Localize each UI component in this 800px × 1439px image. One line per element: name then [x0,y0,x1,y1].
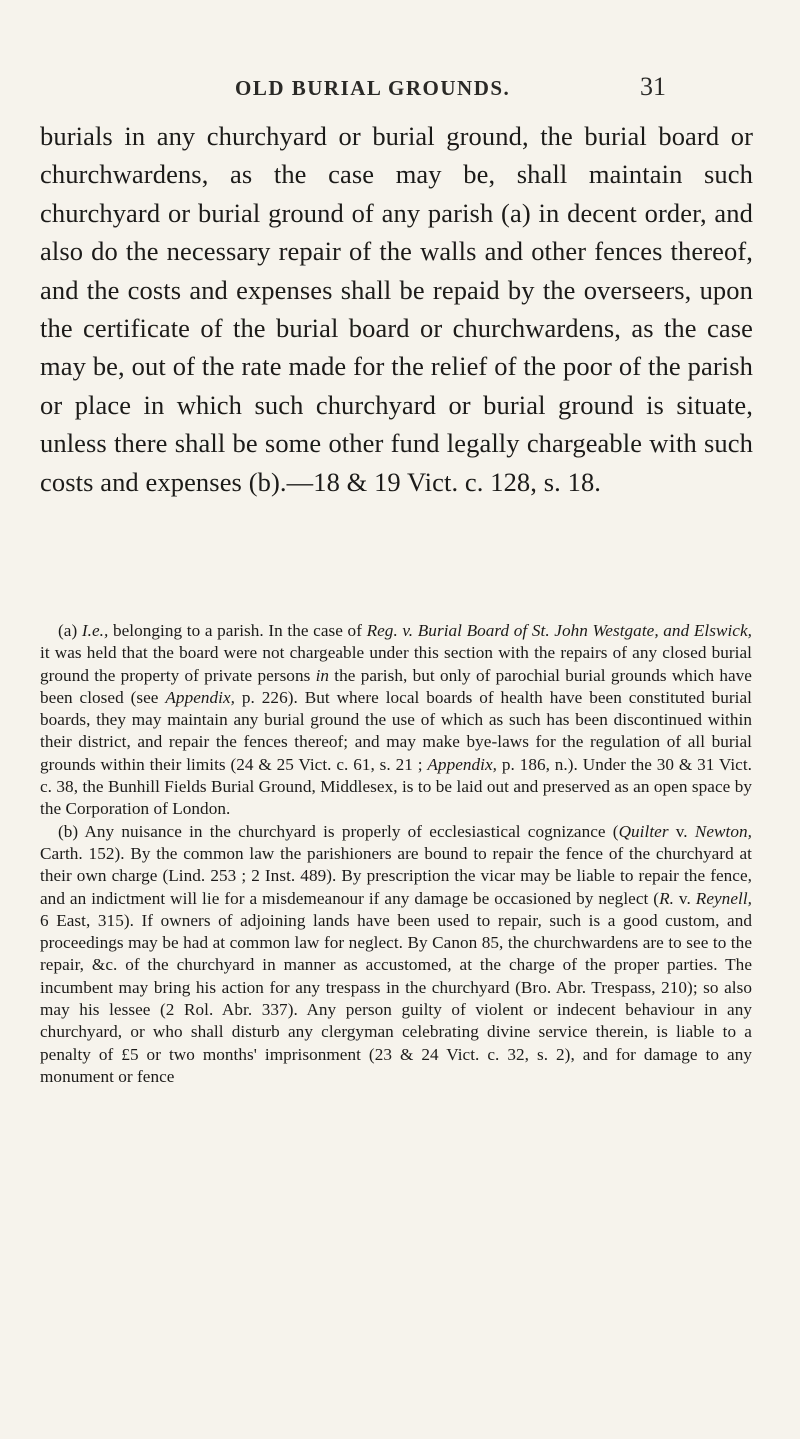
footnote-a-case-1: Reg. v. Burial Board of St. John Westgate, and Elswick, [366,621,752,640]
footnote-b-case-2: Newton, [694,821,753,841]
footnote-b-case-4: Reynell, [695,888,752,908]
page-number: 31 [640,72,666,101]
footnote-a-ie: I.e., [81,621,109,640]
footnote-b-text-3: Carth. 152). By the common law the parishioners are bound to repair the fence of the churchyard at their own charge (Lind. 253 ; 2 Inst. 489). By prescription the vicar may be liable to repair the fence, and an indictment will lie for a misdemeanour if any damage be occasioned by neglect ( [40,843,752,908]
footnote-a-text-1: belonging to a parish. In the case of [108,621,367,640]
footnote-a-marker: (a) [58,621,78,640]
footnotes [40,620,752,1088]
footnote-b-case-3: R. [659,888,674,908]
footnote-a-text-5: p. 186, n.). Under the 30 & 31 Vict. c. 38, the Bunhill Fields Burial Ground, Middlesex, is to be laid out and preserved as an open space by the Corporation of London. [40,754,753,819]
footnote-b-marker: (b) [58,821,79,841]
footnote-b-text-2: v. [668,821,695,841]
footnote-a-text-3: the parish, but only of parochial burial grounds which have been closed (see [40,665,752,707]
main-paragraph: burials in any churchyard or burial ground, the burial board or churchwardens, as the case may be, shall maintain such churchyard or burial ground of any parish (a) in decent order, and also do the necessary repair of the walls and other fences thereof, and the costs and expenses shall be repaid by the overseers, upon the certificate of the burial board or churchwardens, as the case may be, out of the rate made for the relief of the poor of the parish or place in which such churchyard or burial ground is situate, unless there shall be some other fund legally chargeable with such costs and expenses (b).—18 & 19 Vict. c. 128, s. 18. [40,121,753,497]
main-text [40,117,753,501]
running-head [0,72,800,106]
footnote-b-text-4: v. [673,888,696,908]
footnote-b-text-5: 6 East, 315). If owners of adjoining lands have been used to repair, such is a good custom, and proceedings may be had at common law for neglect. By Canon 85, the churchwardens are to see to the repair, &c. of the churchyard in manner as accustomed, at the charge of the proper parties. The incumbent may bring his action for any trespass in the churchyard (Bro. Abr. Trespass, 210); so also may his lessee (2 Rol. Abr. 337). Any person guilty of violent or indecent behaviour in any churchyard, or who shall disturb any clergyman celebrating divine service therein, is liable to a penalty of £5 or two months' imprisonment (23 & 24 Vict. c. 32, s. 2), and for damage to any monument or fence [40,910,752,1086]
footnote-b-case-1: Quilter [618,821,669,841]
footnote-a-appendix-1: Appendix, [165,687,236,707]
footnote-a-text-2: it was held that the board were not chargeable under this section with the repairs of any closed burial ground the property of private persons [40,643,752,685]
footnote-a-in: in [315,665,330,685]
footnote-a-appendix-2: Appendix, [427,754,498,774]
footnote-b [40,821,752,1089]
running-title: OLD BURIAL GROUNDS. [235,76,511,100]
footnote-a [40,620,752,821]
footnote-b-text-1: Any nuisance in the churchyard is properly of ecclesiastical cognizance ( [78,821,619,841]
footnote-a-text-4: p. 226). But where local boards of health have been constituted burial boards, they may maintain any burial ground the use of which as such has been discontinued within their district, and repair the fences thereof; and may make bye-laws for the regulation of all burial grounds within their limits (24 & 25 Vict. c. 61, s. 21 ; [40,687,753,774]
